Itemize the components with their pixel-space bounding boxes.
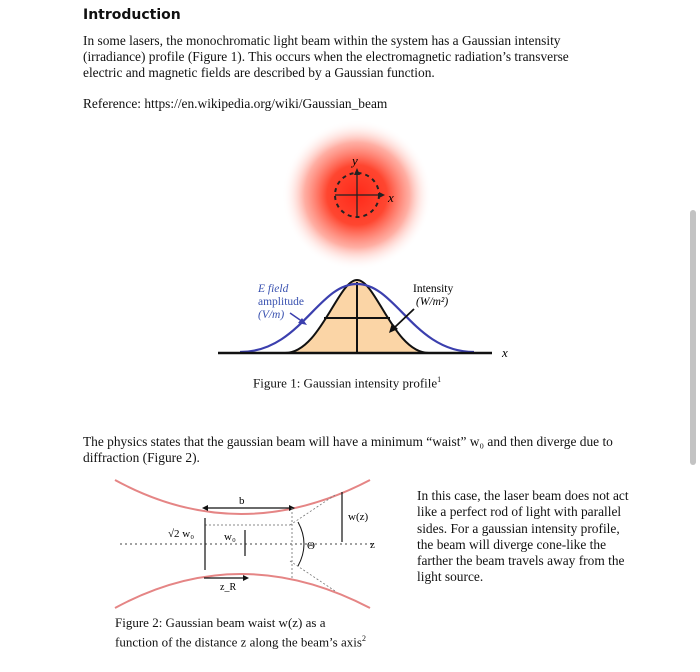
- figure2-caption: Figure 2: Gaussian beam waist w(z) as a function of the distance z along the beam’s axis$^2$: [115, 615, 366, 650]
- b-label: b: [239, 495, 245, 507]
- section-heading: Introduction: [83, 7, 181, 23]
- theta-label: Θ: [307, 540, 315, 552]
- efield-label-line3: (V/m): [258, 309, 285, 321]
- side-paragraph: In this case, the laser beam does not act like a perfect rod of light with parallel sides. For a gaussian intensity profile, the beam will diverge cone-like the farther the beam travels away from the light source.: [417, 488, 629, 585]
- z-label: z: [370, 539, 375, 551]
- waist-paragraph: The physics states that the gaussian beam will have a minimum “waist” w₀ and then diverge due to diffraction (Figure 2).: [83, 434, 613, 465]
- cone-line-upper: [290, 495, 335, 525]
- wz-label: w(z): [348, 511, 369, 523]
- zr-arrow: [243, 575, 249, 581]
- beam-lower-outline: [115, 574, 370, 608]
- intensity-label-line2: (W/m²): [416, 296, 449, 308]
- efield-label-line1: E field: [258, 283, 289, 295]
- x-axis-label: x: [502, 345, 508, 360]
- figure1-caption: Figure 1: Gaussian intensity profile$^1$: [253, 375, 442, 391]
- efield-label-line2: amplitude: [258, 296, 304, 308]
- intro-paragraph: In some lasers, the monochromatic light beam within the system has a Gaussian intensity (irradiance) profile (Figure 1). This occurs when the electromagnetic radiation’s transverse electric and magnetic fields are described by a Gaussian function.: [83, 33, 569, 80]
- reference-link[interactable]: Reference: https://en.wikipedia.org/wiki/Gaussian_beam: [83, 96, 388, 111]
- spot-x-label: x: [388, 190, 394, 205]
- spot-y-label: y: [352, 153, 358, 168]
- sqrt2-w0-label: √2 w₀: [168, 528, 195, 540]
- intensity-label-line1: Intensity: [413, 283, 454, 295]
- intensity-pointer: [394, 309, 414, 328]
- cone-line-lower: [290, 561, 335, 591]
- vertical-scrollbar[interactable]: [690, 210, 696, 465]
- w0-label: w₀: [224, 531, 236, 543]
- zr-label: z_R: [220, 582, 237, 593]
